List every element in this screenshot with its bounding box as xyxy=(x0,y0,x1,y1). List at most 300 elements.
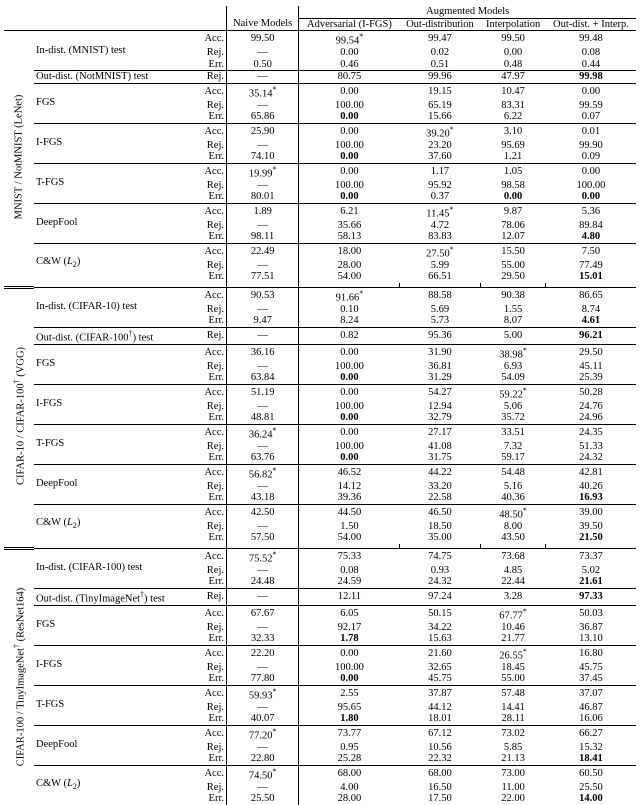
value-cell: 100.00 xyxy=(299,441,400,453)
value-cell: 18.45 xyxy=(501,661,525,673)
metric-label: Acc. xyxy=(188,685,227,702)
value-cell: 44.50 xyxy=(299,504,400,521)
table-row xyxy=(4,344,636,361)
column-heading-out-distribution: Out-distribution xyxy=(400,18,481,31)
value-cell: 10.47 xyxy=(480,83,546,100)
value-cell: 0.09 xyxy=(581,151,601,162)
value-cell: 4.00 xyxy=(299,782,400,794)
value-cell: 99.50 xyxy=(480,31,546,48)
value-cell: 57.48 xyxy=(480,685,546,702)
value-cell: 50.28 xyxy=(546,384,636,401)
value-cell: 77.49 xyxy=(579,259,603,271)
value-cell: 7.32 xyxy=(503,440,523,452)
value-cell: 42.50 xyxy=(227,504,299,521)
value-cell: 22.49 xyxy=(227,243,299,260)
value-cell: 97.24 xyxy=(400,588,481,605)
value-cell: 3.10 xyxy=(480,123,546,140)
value-cell: 3.28 xyxy=(480,588,546,605)
value-cell: 6.21 xyxy=(299,203,400,220)
column-heading-naive: Naive Models xyxy=(227,18,299,31)
table-row xyxy=(4,645,636,662)
metric-label: Err. xyxy=(208,231,224,242)
metric-label: Err. xyxy=(208,271,224,282)
value-cell: 73.77 xyxy=(299,725,400,742)
value-cell: 37.87 xyxy=(400,685,481,702)
task-label: FGS xyxy=(34,605,188,645)
value-cell: 12.11 xyxy=(299,588,400,605)
value-cell: 6.22 xyxy=(503,111,523,122)
task-label: DeepFool xyxy=(34,203,188,243)
value-cell: 31.75 xyxy=(428,452,452,463)
value-cell: 21.13 xyxy=(501,753,525,764)
value-cell: 60.50 xyxy=(546,765,636,782)
value-cell: 40.07 xyxy=(227,713,299,725)
section-label-text: CIFAR-100 / TinyImageNet† (ResNet164) xyxy=(12,587,27,767)
value-cell: 100.00 xyxy=(576,179,606,191)
value-cell: 7.50 xyxy=(546,243,636,260)
value-cell: 0.01 xyxy=(546,123,636,140)
value-cell: — xyxy=(227,140,299,152)
value-cell: 88.58 xyxy=(400,287,481,304)
value-cell: 0.00 xyxy=(299,384,400,401)
value-cell: 17.50 xyxy=(428,793,452,804)
table-row xyxy=(4,464,636,481)
section-label-text: MNIST / NotMNIST (LeNet) xyxy=(13,94,25,220)
value-cell: — xyxy=(227,401,299,413)
value-cell: 28.00 xyxy=(299,260,400,272)
value-cell: 95.65 xyxy=(299,702,400,714)
value-cell: 35.66 xyxy=(299,220,400,232)
value-cell: 4.80 xyxy=(581,231,601,242)
value-cell: — xyxy=(227,565,299,577)
table-row xyxy=(4,31,636,48)
value-cell: 24.32 xyxy=(579,452,603,463)
value-cell: 54.09 xyxy=(501,372,525,383)
metric-label: Err. xyxy=(208,532,224,543)
task-label: C&W $(L_2)$ xyxy=(34,765,188,805)
value-cell: 39.50 xyxy=(579,520,603,532)
metric-label: Rej. xyxy=(206,360,224,372)
value-cell: 23.20 xyxy=(428,139,452,151)
value-cell: 0.44 xyxy=(581,58,601,70)
value-cell: 51.19 xyxy=(227,384,299,401)
value-cell: 100.00 xyxy=(299,662,400,674)
table-row xyxy=(4,605,636,622)
value-cell: — xyxy=(227,588,299,605)
value-cell: 14.12 xyxy=(299,481,400,493)
value-cell: 0.00 xyxy=(299,424,400,441)
value-cell: 10.56 xyxy=(428,741,452,753)
value-cell: 35.00 xyxy=(428,532,452,543)
metric-label: Rej. xyxy=(206,99,224,111)
value-cell: — xyxy=(227,361,299,373)
metric-label: Rej. xyxy=(188,588,227,605)
value-cell: 1.50 xyxy=(299,521,400,533)
metric-label: Err. xyxy=(208,372,224,383)
value-cell: 66.51 xyxy=(428,271,452,282)
value-cell: 24.59 xyxy=(299,576,400,588)
value-cell: 65.86 xyxy=(227,111,299,123)
metric-label: Rej. xyxy=(206,179,224,191)
metric-label: Rej. xyxy=(206,303,224,315)
value-cell: 8.24 xyxy=(299,315,400,327)
metric-label: Acc. xyxy=(188,605,227,622)
value-cell: — xyxy=(227,47,299,59)
section-label xyxy=(4,31,34,283)
value-cell: 95.69 xyxy=(501,139,525,151)
value-cell: 75.33 xyxy=(299,548,400,565)
value-cell: 40.36 xyxy=(501,492,525,503)
value-cell: 8.07 xyxy=(503,315,523,326)
value-cell: 1.21 xyxy=(503,151,523,162)
value-cell: 68.00 xyxy=(400,765,481,782)
value-cell: 39.00 xyxy=(546,504,636,521)
value-cell: 31.90 xyxy=(400,344,481,361)
value-cell: 24.96 xyxy=(579,412,603,423)
value-cell: — xyxy=(227,71,299,84)
value-cell: 99.96 xyxy=(400,71,481,84)
value-cell: 73.02 xyxy=(480,725,546,742)
value-cell: 44.22 xyxy=(400,464,481,481)
value-cell: 0.08 xyxy=(299,565,400,577)
value-cell: 90.38 xyxy=(480,287,546,304)
value-cell: 28.11 xyxy=(501,713,525,724)
metric-label: Acc. xyxy=(188,31,227,48)
table-row xyxy=(4,588,636,605)
value-cell: 99.98 xyxy=(546,71,636,84)
value-cell: 0.00 xyxy=(299,645,400,662)
value-cell: 15.63 xyxy=(428,633,452,644)
value-cell: 48.81 xyxy=(227,412,299,424)
metric-label: Acc. xyxy=(188,384,227,401)
metric-label: Acc. xyxy=(188,83,227,100)
value-cell: 74.75 xyxy=(400,548,481,565)
value-cell: 1.55 xyxy=(503,303,523,315)
metric-label: Acc. xyxy=(188,163,227,180)
value-cell: — xyxy=(227,260,299,272)
value-cell: 68.00 xyxy=(299,765,400,782)
value-cell: 42.81 xyxy=(546,464,636,481)
value-cell: 12.07 xyxy=(501,231,525,242)
task-label: C&W $(L_2)$ xyxy=(34,243,188,283)
task-label: T-FGS xyxy=(34,424,188,464)
value-cell: 21.61 xyxy=(579,576,603,587)
value-cell: 19.15 xyxy=(400,83,481,100)
value-cell: 0.93 xyxy=(430,564,450,576)
metric-label: Err. xyxy=(208,673,224,684)
task-label: I-FGS xyxy=(34,645,188,685)
value-cell: 36.16 xyxy=(227,344,299,361)
value-cell: 25.50 xyxy=(579,781,603,793)
value-cell: 6.05 xyxy=(299,605,400,622)
value-cell: 27.17 xyxy=(400,424,481,441)
table-row xyxy=(4,765,636,782)
value-cell: 11.00 xyxy=(501,781,525,793)
value-cell: 73.37 xyxy=(546,548,636,565)
value-cell: 91.66* xyxy=(299,287,400,304)
metric-label: Err. xyxy=(208,713,224,724)
header-row-columns xyxy=(4,18,636,31)
value-cell: 0.00 xyxy=(299,673,400,685)
value-cell: 0.95 xyxy=(299,742,400,754)
value-cell: 32.33 xyxy=(227,633,299,645)
augmented-models-heading: Augmented Models xyxy=(299,6,636,18)
value-cell: 0.00 xyxy=(299,452,400,464)
value-cell: 19.99* xyxy=(227,163,299,180)
value-cell: 56.82* xyxy=(227,464,299,481)
value-cell: 4.85 xyxy=(503,564,523,576)
value-cell: 0.00 xyxy=(299,47,400,59)
task-label: In-dist. (CIFAR-100) test xyxy=(34,548,188,588)
value-cell: 99.47 xyxy=(400,31,481,48)
task-label: T-FGS xyxy=(34,685,188,725)
task-label: C&W $(L_2)$ xyxy=(34,504,188,544)
value-cell: 1.05 xyxy=(480,163,546,180)
value-cell: 39.36 xyxy=(299,492,400,504)
value-cell: 40.26 xyxy=(579,480,603,492)
value-cell: 24.35 xyxy=(546,424,636,441)
table-row xyxy=(4,725,636,742)
value-cell: 0.00 xyxy=(299,151,400,163)
value-cell: 100.00 xyxy=(299,100,400,112)
value-cell: 58.13 xyxy=(299,231,400,243)
value-cell: — xyxy=(227,100,299,112)
value-cell: 9.87 xyxy=(480,203,546,220)
value-cell: 54.48 xyxy=(480,464,546,481)
value-cell: 0.10 xyxy=(299,304,400,316)
value-cell: 99.59 xyxy=(579,99,603,111)
metric-label: Err. xyxy=(208,753,224,764)
value-cell: 54.00 xyxy=(299,271,400,283)
metric-label: Rej. xyxy=(206,661,224,673)
metric-label: Acc. xyxy=(188,424,227,441)
value-cell: 0.37 xyxy=(430,191,450,202)
value-cell: 90.53 xyxy=(227,287,299,304)
value-cell: — xyxy=(227,662,299,674)
value-cell: 67.77* xyxy=(480,605,546,622)
value-cell: 96.21 xyxy=(546,327,636,344)
value-cell: 45.75 xyxy=(579,661,603,673)
value-cell: 1.80 xyxy=(299,713,400,725)
section-label xyxy=(4,287,34,544)
value-cell: 66.27 xyxy=(546,725,636,742)
value-cell: 99.48 xyxy=(546,31,636,48)
value-cell: 1.78 xyxy=(299,633,400,645)
column-heading-out-dist-interp: Out-dist. + Interp. xyxy=(546,18,636,31)
metric-label: Err. xyxy=(208,492,224,503)
table-body xyxy=(4,31,636,805)
task-label: Out-dist. (TinyImageNet†) test xyxy=(34,588,188,605)
value-cell: 5.02 xyxy=(581,564,601,576)
value-cell: 15.50 xyxy=(480,243,546,260)
value-cell: 12.94 xyxy=(428,400,452,412)
value-cell: 25.39 xyxy=(579,372,603,383)
value-cell: — xyxy=(227,742,299,754)
value-cell: 0.50 xyxy=(227,59,299,71)
value-cell: 4.61 xyxy=(581,315,601,326)
value-cell: 0.00 xyxy=(546,163,636,180)
value-cell: 78.06 xyxy=(501,219,525,231)
value-cell: 97.33 xyxy=(546,588,636,605)
value-cell: 100.00 xyxy=(299,180,400,192)
value-cell: 0.00 xyxy=(546,83,636,100)
task-label: FGS xyxy=(34,83,188,123)
value-cell: 0.00 xyxy=(503,47,523,58)
value-cell: 45.75 xyxy=(428,673,452,684)
metric-label: Rej. xyxy=(188,327,227,344)
metric-label: Rej. xyxy=(206,564,224,576)
value-cell: — xyxy=(227,220,299,232)
metric-label: Rej. xyxy=(206,520,224,532)
value-cell: 16.50 xyxy=(428,781,452,793)
value-cell: 27.50* xyxy=(400,243,481,260)
table-row xyxy=(4,424,636,441)
metric-label: Acc. xyxy=(188,203,227,220)
value-cell: 46.50 xyxy=(400,504,481,521)
value-cell: 5.69 xyxy=(430,303,450,315)
value-cell: 75.52* xyxy=(227,548,299,565)
value-cell: 0.00 xyxy=(299,163,400,180)
value-cell: 99.54* xyxy=(299,31,400,48)
metric-label: Acc. xyxy=(188,548,227,565)
value-cell: 13.10 xyxy=(579,633,603,644)
value-cell: 18.00 xyxy=(299,243,400,260)
value-cell: 98.58 xyxy=(501,179,525,191)
value-cell: 67.67 xyxy=(227,605,299,622)
value-cell: 0.00 xyxy=(581,191,601,202)
value-cell: 80.75 xyxy=(299,71,400,84)
metric-label: Acc. xyxy=(188,765,227,782)
value-cell: 39.20* xyxy=(400,123,481,140)
metric-label: Err. xyxy=(208,793,224,804)
value-cell: 22.32 xyxy=(428,753,452,764)
value-cell: 37.60 xyxy=(428,151,452,162)
value-cell: 99.90 xyxy=(579,139,603,151)
metric-label: Rej. xyxy=(188,71,227,84)
value-cell: 0.51 xyxy=(430,58,450,70)
value-cell: 37.45 xyxy=(579,673,603,684)
task-label: In-dist. (CIFAR-10) test xyxy=(34,287,188,327)
value-cell: 33.51 xyxy=(480,424,546,441)
value-cell: 77.20* xyxy=(227,725,299,742)
value-cell: 59.22* xyxy=(480,384,546,401)
value-cell: — xyxy=(227,782,299,794)
value-cell: 24.32 xyxy=(428,576,452,587)
value-cell: 32.65 xyxy=(428,661,452,673)
value-cell: 89.84 xyxy=(579,219,603,231)
value-cell: 22.20 xyxy=(227,645,299,662)
value-cell: 25.90 xyxy=(227,123,299,140)
value-cell: 0.00 xyxy=(299,372,400,384)
metric-label: Rej. xyxy=(206,480,224,492)
metric-label: Err. xyxy=(208,315,224,326)
value-cell: 99.50 xyxy=(227,31,299,48)
value-cell: 41.08 xyxy=(428,440,452,452)
value-cell: 57.50 xyxy=(227,532,299,544)
metric-label: Err. xyxy=(208,633,224,644)
value-cell: 47.97 xyxy=(480,71,546,84)
value-cell: 18.50 xyxy=(428,520,452,532)
value-cell: 51.33 xyxy=(579,440,603,452)
value-cell: 15.32 xyxy=(579,741,603,753)
task-label: DeepFool xyxy=(34,725,188,765)
value-cell: 100.00 xyxy=(299,140,400,152)
value-cell: 98.11 xyxy=(227,231,299,243)
value-cell: 36.87 xyxy=(579,621,603,633)
value-cell: 73.68 xyxy=(480,548,546,565)
task-label: FGS xyxy=(34,344,188,384)
metric-label: Rej. xyxy=(206,781,224,793)
metric-label: Rej. xyxy=(206,701,224,713)
metric-label: Rej. xyxy=(206,621,224,633)
value-cell: 4.72 xyxy=(430,219,450,231)
value-cell: 5.16 xyxy=(503,480,523,492)
value-cell: 36.81 xyxy=(428,360,452,372)
value-cell: 1.17 xyxy=(400,163,481,180)
header-row-group xyxy=(4,6,636,18)
value-cell: 18.41 xyxy=(579,753,603,764)
value-cell: 37.07 xyxy=(546,685,636,702)
value-cell: 16.93 xyxy=(579,492,603,503)
value-cell: 16.80 xyxy=(546,645,636,662)
metric-label: Rej. xyxy=(206,219,224,231)
value-cell: 0.00 xyxy=(299,111,400,123)
value-cell: 0.46 xyxy=(299,59,400,71)
results-table xyxy=(4,6,636,805)
value-cell: 29.50 xyxy=(501,271,525,282)
column-heading-adversarial: Adversarial (I-FGS) xyxy=(299,18,400,31)
value-cell: 92.17 xyxy=(299,622,400,634)
value-cell: 0.82 xyxy=(299,327,400,344)
task-label: I-FGS xyxy=(34,123,188,163)
value-cell: 26.55* xyxy=(480,645,546,662)
metric-label: Err. xyxy=(208,412,224,423)
metric-label: Err. xyxy=(208,191,224,202)
table-row xyxy=(4,384,636,401)
value-cell: 100.00 xyxy=(299,401,400,413)
metric-label: Err. xyxy=(208,111,224,122)
metric-label: Err. xyxy=(208,58,224,70)
task-label: I-FGS xyxy=(34,384,188,424)
value-cell: 10.46 xyxy=(501,621,525,633)
value-cell: 24.76 xyxy=(579,400,603,412)
metric-label: Acc. xyxy=(188,344,227,361)
metric-label: Acc. xyxy=(188,123,227,140)
value-cell: 2.55 xyxy=(299,685,400,702)
value-cell: 43.50 xyxy=(501,532,525,543)
table-row xyxy=(4,327,636,344)
table-row xyxy=(4,287,636,304)
value-cell: 24.48 xyxy=(227,576,299,588)
value-cell: 0.00 xyxy=(299,412,400,424)
value-cell: 11.45* xyxy=(400,203,481,220)
value-cell: 45.11 xyxy=(579,360,603,372)
value-cell: 5.06 xyxy=(503,400,523,412)
value-cell: 0.48 xyxy=(503,58,523,70)
task-label: Out-dist. (NotMNIST) test xyxy=(34,71,188,84)
value-cell: 48.50* xyxy=(480,504,546,521)
value-cell: 8.74 xyxy=(581,303,601,315)
value-cell: 95.36 xyxy=(400,327,481,344)
value-cell: 33.20 xyxy=(428,480,452,492)
value-cell: 63.84 xyxy=(227,372,299,384)
value-cell: 74.10 xyxy=(227,151,299,163)
value-cell: — xyxy=(227,702,299,714)
value-cell: 18.01 xyxy=(428,713,452,724)
metric-label: Acc. xyxy=(188,645,227,662)
metric-label: Err. xyxy=(208,576,224,587)
table-row xyxy=(4,163,636,180)
